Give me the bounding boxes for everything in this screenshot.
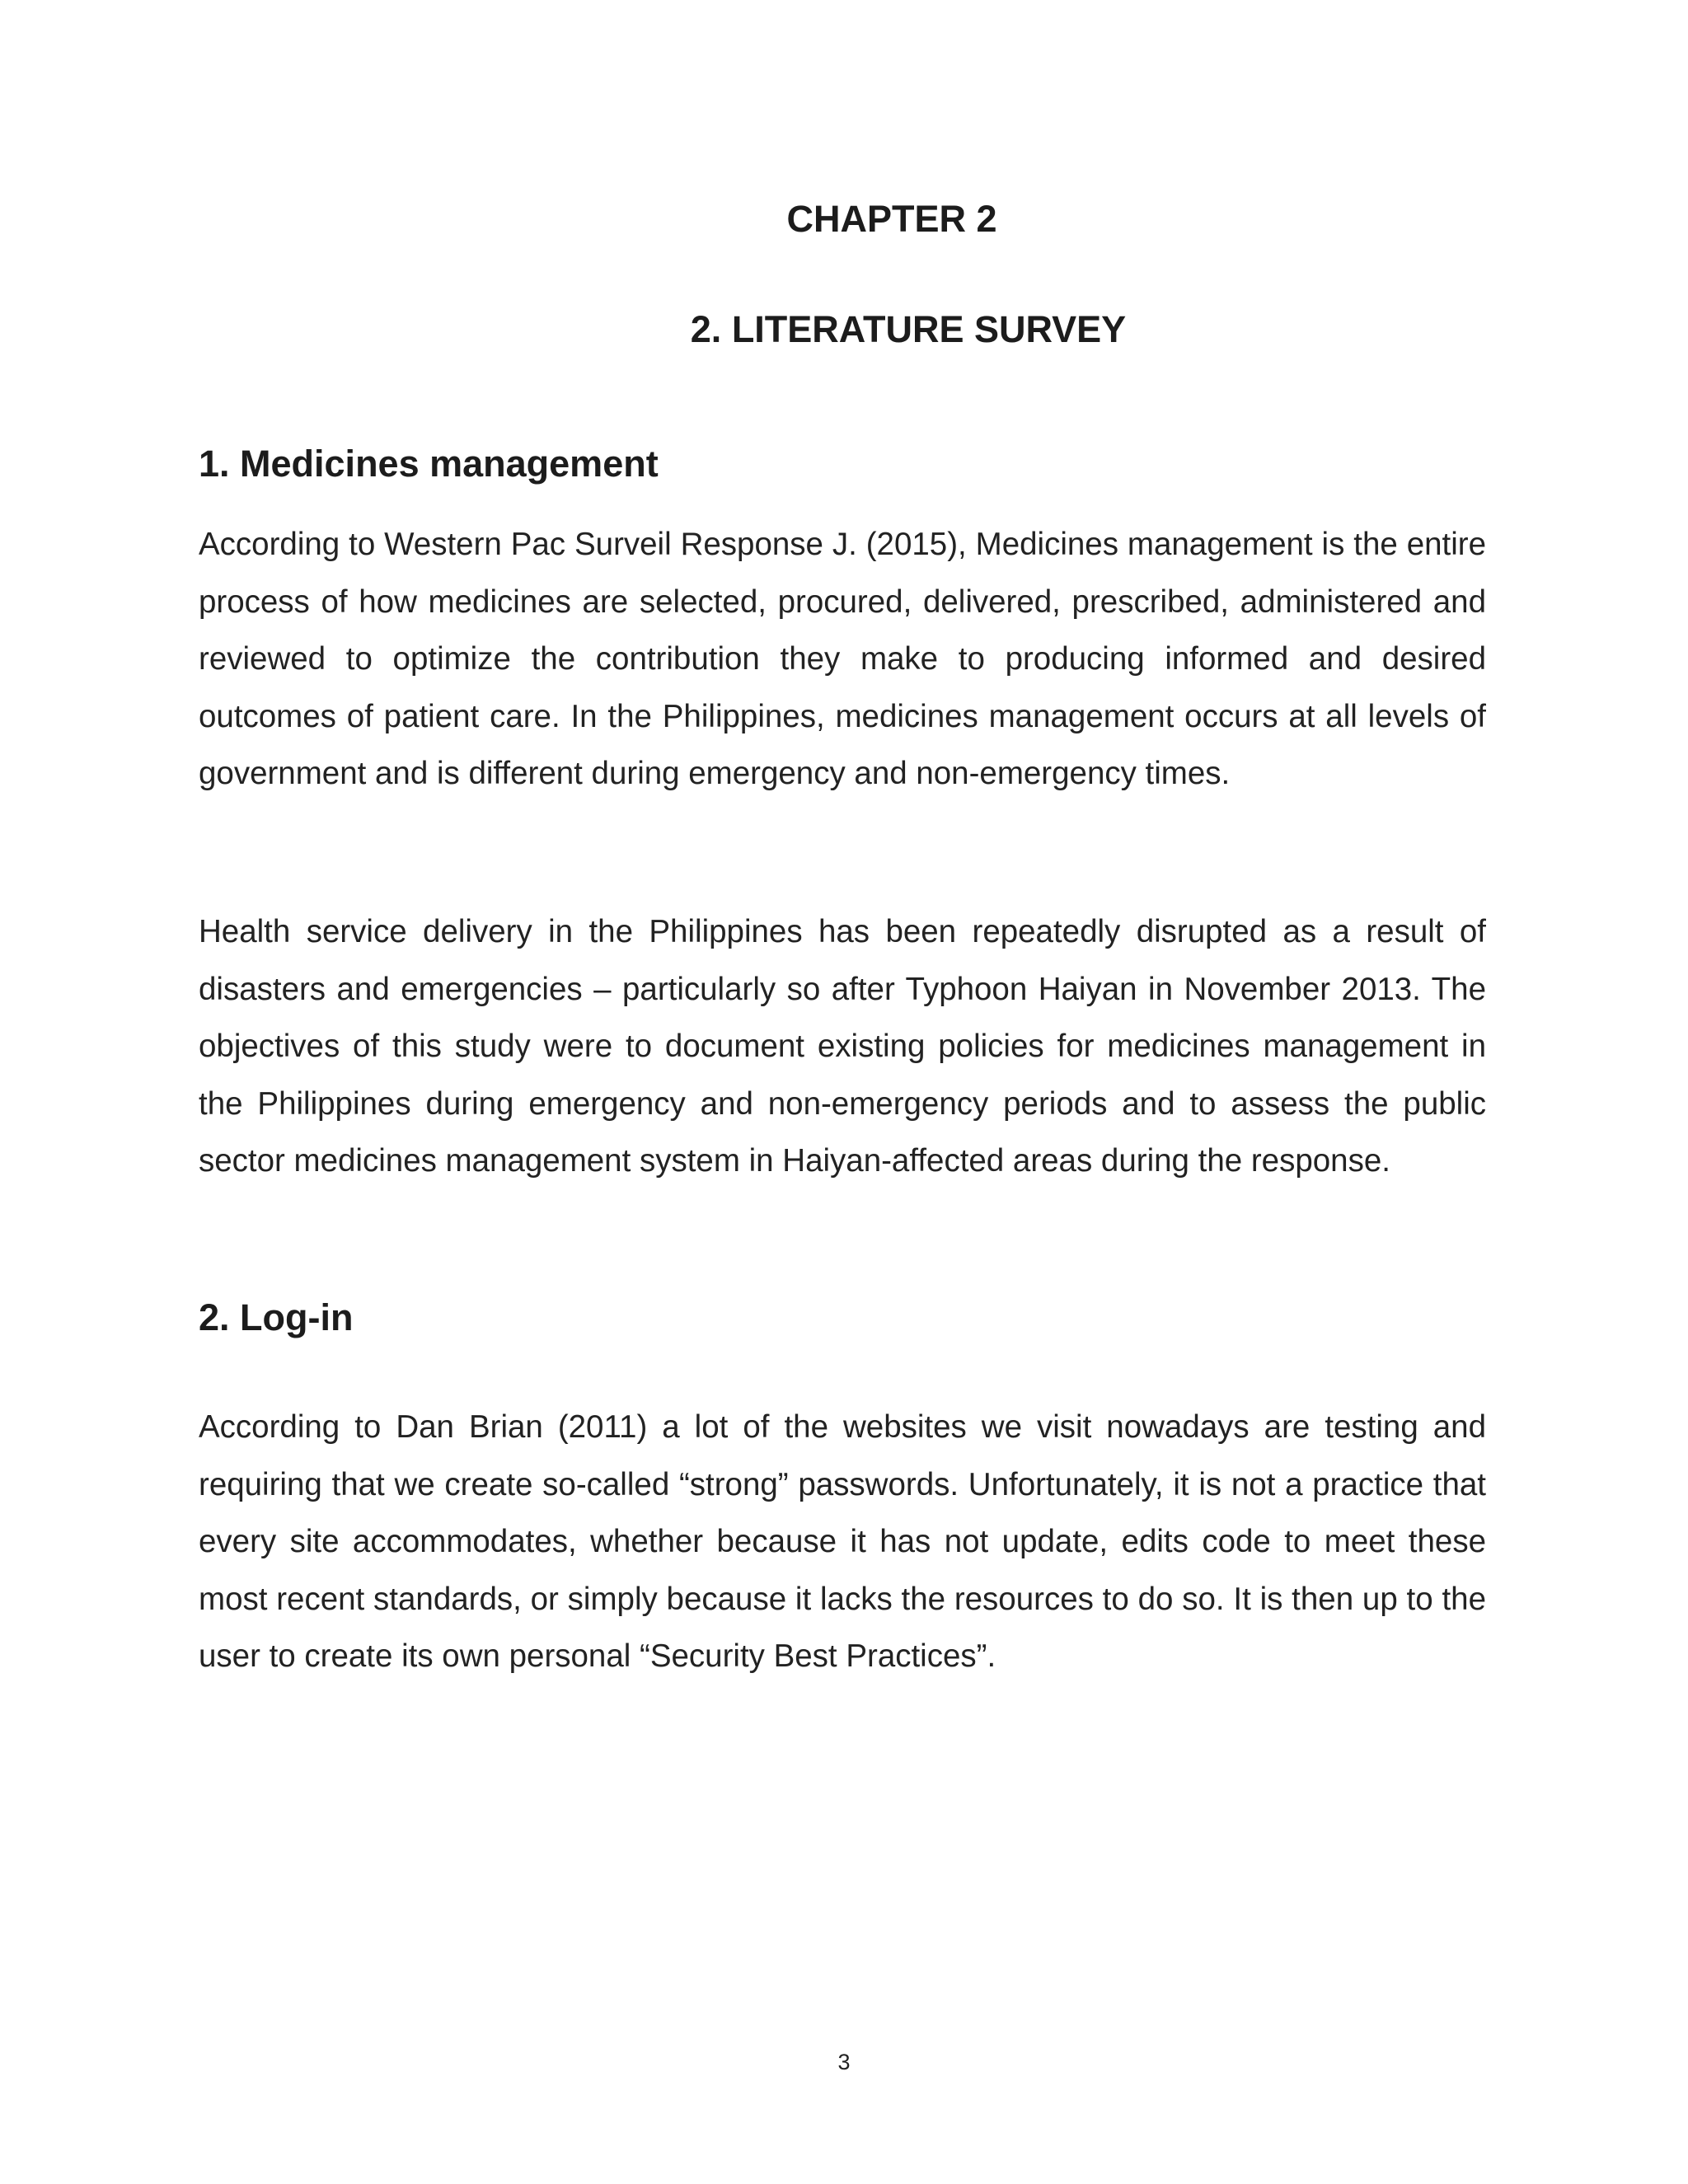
paragraph-health-service-delivery: Health service delivery in the Philippines has been repeatedly disrupted as a result of disasters and emergencies – particularly so after Typhoon Haiyan in November 2013. The objectives of this study were to document existing policies for medicines management in the Philippines during emergency and non-emergency periods and to assess the public sector medicines management system in Haiyan-affected areas during the response. [199, 914, 1486, 1179]
paragraph-medicines-definition: According to Western Pac Surveil Response J. (2015), Medicines management is the entire process of how medicines are selected, procured, delivered, prescribed, administered and reviewed to optimize the contribution they make to producing informed and desired outcomes of patient care. In the Philippines, medicines management occurs at all levels of government and is different during emergency and non-emergency times. [199, 527, 1486, 791]
section-heading-medicines-management: 1. Medicines management [199, 443, 659, 485]
paragraph-strong-passwords: According to Dan Brian (2011) a lot of the websites we visit nowadays are testing and requiring that we create so-called “strong” passwords. Unfortunately, it is not a practice that every site accommodates, whether because it has not update, edits code to meet these most recent standards, or simply because it lacks the resources to do so. It is then up to the user to create its own personal “Security Best Practices”. [199, 1409, 1486, 1674]
section-heading-log-in: 2. Log-in [199, 1296, 354, 1338]
page-number: 3 [837, 2050, 851, 2074]
chapter-label: CHAPTER 2 [786, 198, 997, 240]
chapter-title: 2. LITERATURE SURVEY [690, 308, 1127, 350]
